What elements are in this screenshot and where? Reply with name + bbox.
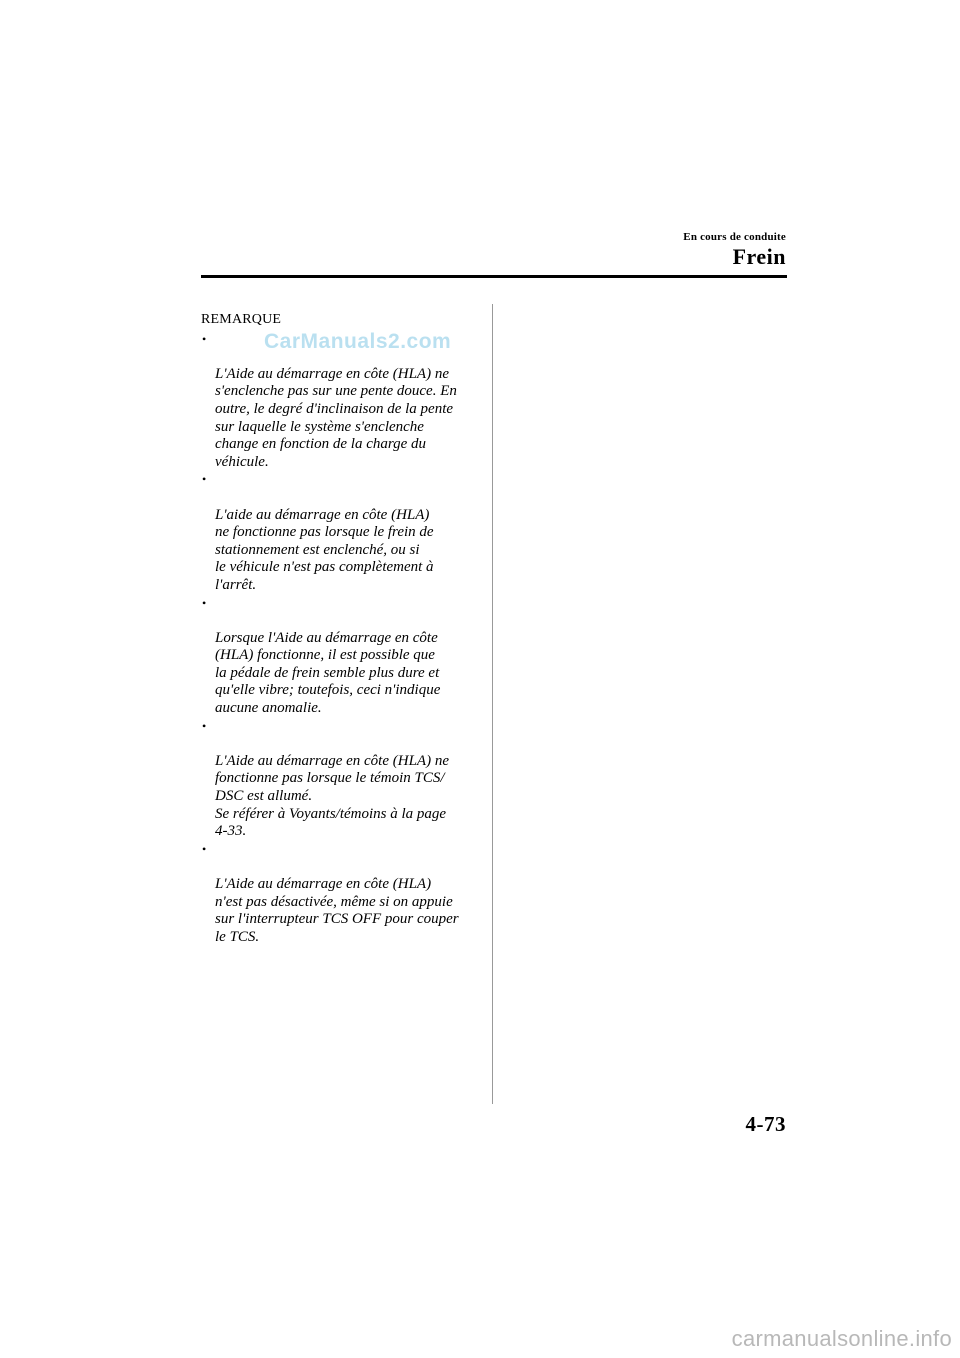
section-title: Frein (732, 244, 786, 269)
page-number: 4-73 (745, 1112, 786, 1136)
note-item (201, 471, 481, 594)
note-heading: REMARQUE (201, 312, 282, 327)
note-item-text: L'Aide au démarrage en côte (HLA) n'est pas désactivée, même si on appuie sur l'interrupteur TCS OFF pour couper le TCS. (215, 876, 459, 945)
note-item-text: L'Aide au démarrage en côte (HLA) ne s'enclenche pas sur une pente douce. En outre, le degré d'inclinaison de la pente sur laquelle le système s'enclenche change en fonction de la charge du véhicule. (215, 365, 457, 470)
bullet-icon: • (202, 595, 207, 610)
section-label: En cours de conduite (683, 231, 786, 243)
note-item (201, 331, 481, 472)
watermark-overlay: CarManuals2.com (264, 330, 452, 353)
note-box (201, 311, 481, 946)
bullet-icon: • (202, 331, 207, 346)
footer-watermark: carmanualsonline.info (731, 1326, 952, 1351)
note-item (201, 841, 481, 947)
note-item-text: L'aide au démarrage en côte (HLA) ne fonctionne pas lorsque le frein de stationnement est enclenché, ou si le véhicule n'est pas complètement à l'arrêt. (215, 506, 434, 593)
bullet-icon: • (202, 472, 207, 487)
note-item-text: L'Aide au démarrage en côte (HLA) ne fonctionne pas lorsque le témoin TCS/ DSC est allumé. Se référer à Voyants/témoins à la page 4-33. (215, 752, 449, 840)
bullet-icon: • (202, 841, 207, 856)
note-item (201, 718, 481, 841)
header-rule (201, 275, 787, 278)
note-item-text: Lorsque l'Aide au démarrage en côte (HLA) fonctionne, il est possible que la pédale de frein semble plus dure et qu'elle vibre; toutefois, ceci n'indique aucune anomalie. (215, 629, 441, 717)
column-divider (492, 304, 493, 1104)
bullet-icon: • (202, 718, 207, 733)
note-list (201, 331, 481, 947)
note-item (201, 595, 481, 718)
